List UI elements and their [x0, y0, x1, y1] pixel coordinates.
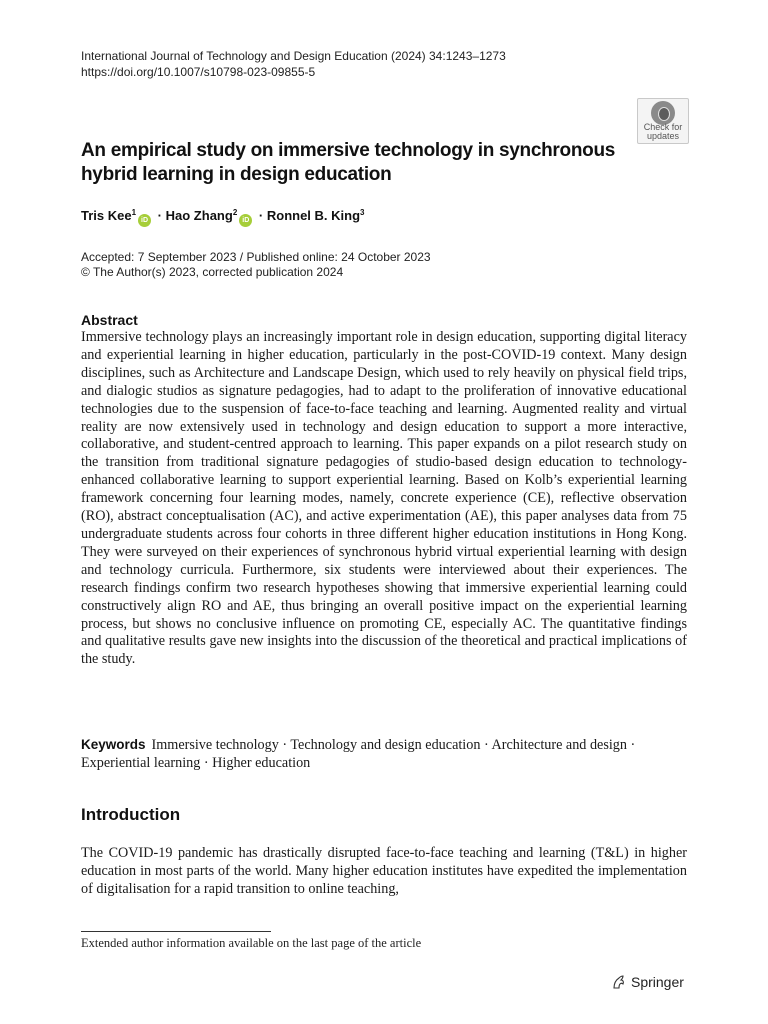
author-name[interactable]: Tris Kee: [81, 208, 132, 223]
keywords-list: Immersive technology · Technology and design education · Architecture and design · Experiential learning · Higher education: [81, 737, 636, 771]
affiliation-marker: 1: [131, 208, 137, 217]
keywords-label: Keywords: [81, 737, 146, 752]
introduction-body: The COVID-19 pandemic has drastically disrupted face-to-face teaching and learning (T&L) in higher education in most parts of the world. Many higher education institutes have expedited the implementation of digitalisation for a rapid transition to online teaching,: [81, 845, 687, 897]
footnote: Extended author information available on the last page of the article: [81, 936, 422, 950]
affiliation-marker: 2: [232, 208, 238, 217]
doi-link[interactable]: https://doi.org/10.1007/s10798-023-09855-5: [81, 64, 316, 79]
abstract-heading: Abstract: [81, 312, 138, 328]
accepted-published-line: Accepted: 7 September 2023 / Published online: 24 October 2023: [81, 250, 431, 264]
journal-header: [81, 49, 506, 80]
author-name[interactable]: Hao Zhang: [165, 208, 233, 223]
springer-horse-icon: [611, 974, 627, 990]
copyright-line: © The Author(s) 2023, corrected publication 2024: [81, 265, 344, 279]
check-for-updates-label: Check for updates: [643, 122, 683, 141]
orcid-icon[interactable]: iD: [239, 214, 252, 227]
author-list: [81, 208, 364, 227]
author-name[interactable]: Ronnel B. King: [266, 208, 361, 223]
footnote-divider: [81, 931, 271, 932]
introduction-heading: Introduction: [81, 805, 181, 824]
affiliation-marker: 3: [360, 208, 365, 217]
keywords-block: [81, 736, 687, 773]
publication-dates: [81, 250, 431, 280]
author-separator: ·: [157, 208, 163, 223]
author-separator: ·: [258, 208, 264, 223]
article-title: An empirical study on immersive technology in synchronous hybrid learning in design education: [81, 140, 616, 185]
publisher-mark: [611, 974, 684, 990]
journal-citation: International Journal of Technology and Design Education (2024) 34:1243–1273: [81, 49, 506, 63]
publisher-name: Springer: [631, 974, 684, 990]
abstract-body: Immersive technology plays an increasingly important role in design education, supporting digital literacy and experiential learning in higher education, particularly in the post-COVID-19 context. Many design disciplines, such as Architecture and Landscape Design, which used to rely heavily on physical field trips, and dialogic studios as signature pedagogies, had to adapt to the proliferation of innovative educational technologies due to the suspension of face-to-face teaching and learning. Augmented reality and virtual reality are now extensively used in technology and design education to support a more interactive, collaborative, and student-centred approach to learning. This paper expands on a pilot research study on the transition from traditional signature pedagogies of studio-based design education to technology-enhanced collaborative learning to support experiential learning. Based on Kolb’s experiential learning framework concerning four learning modes, namely, concrete experience (CE), reflective observation (RO), abstract conceptualisation (AC), and active experimentation (AE), this paper analyses data from 75 undergraduate students across four cohorts in three different higher education institutions in Hong Kong. They were surveyed on their experiences of synchronous hybrid virtual experiential learning with design and technology curricula. Furthermore, six students were interviewed about their experiences. The research findings confirm two research hypotheses showing that immersive experiential learning could constructively align RO and AE, thus bringing an overall positive impact on the experiential learning process, but shows no conclusive influence on promoting CE, especially AC. The quantitative findings and qualitative results gave new insights into the discussion of the theoretical and practical implications of the study.: [81, 329, 687, 668]
orcid-icon[interactable]: iD: [138, 214, 151, 227]
check-for-updates-badge[interactable]: [637, 98, 689, 144]
